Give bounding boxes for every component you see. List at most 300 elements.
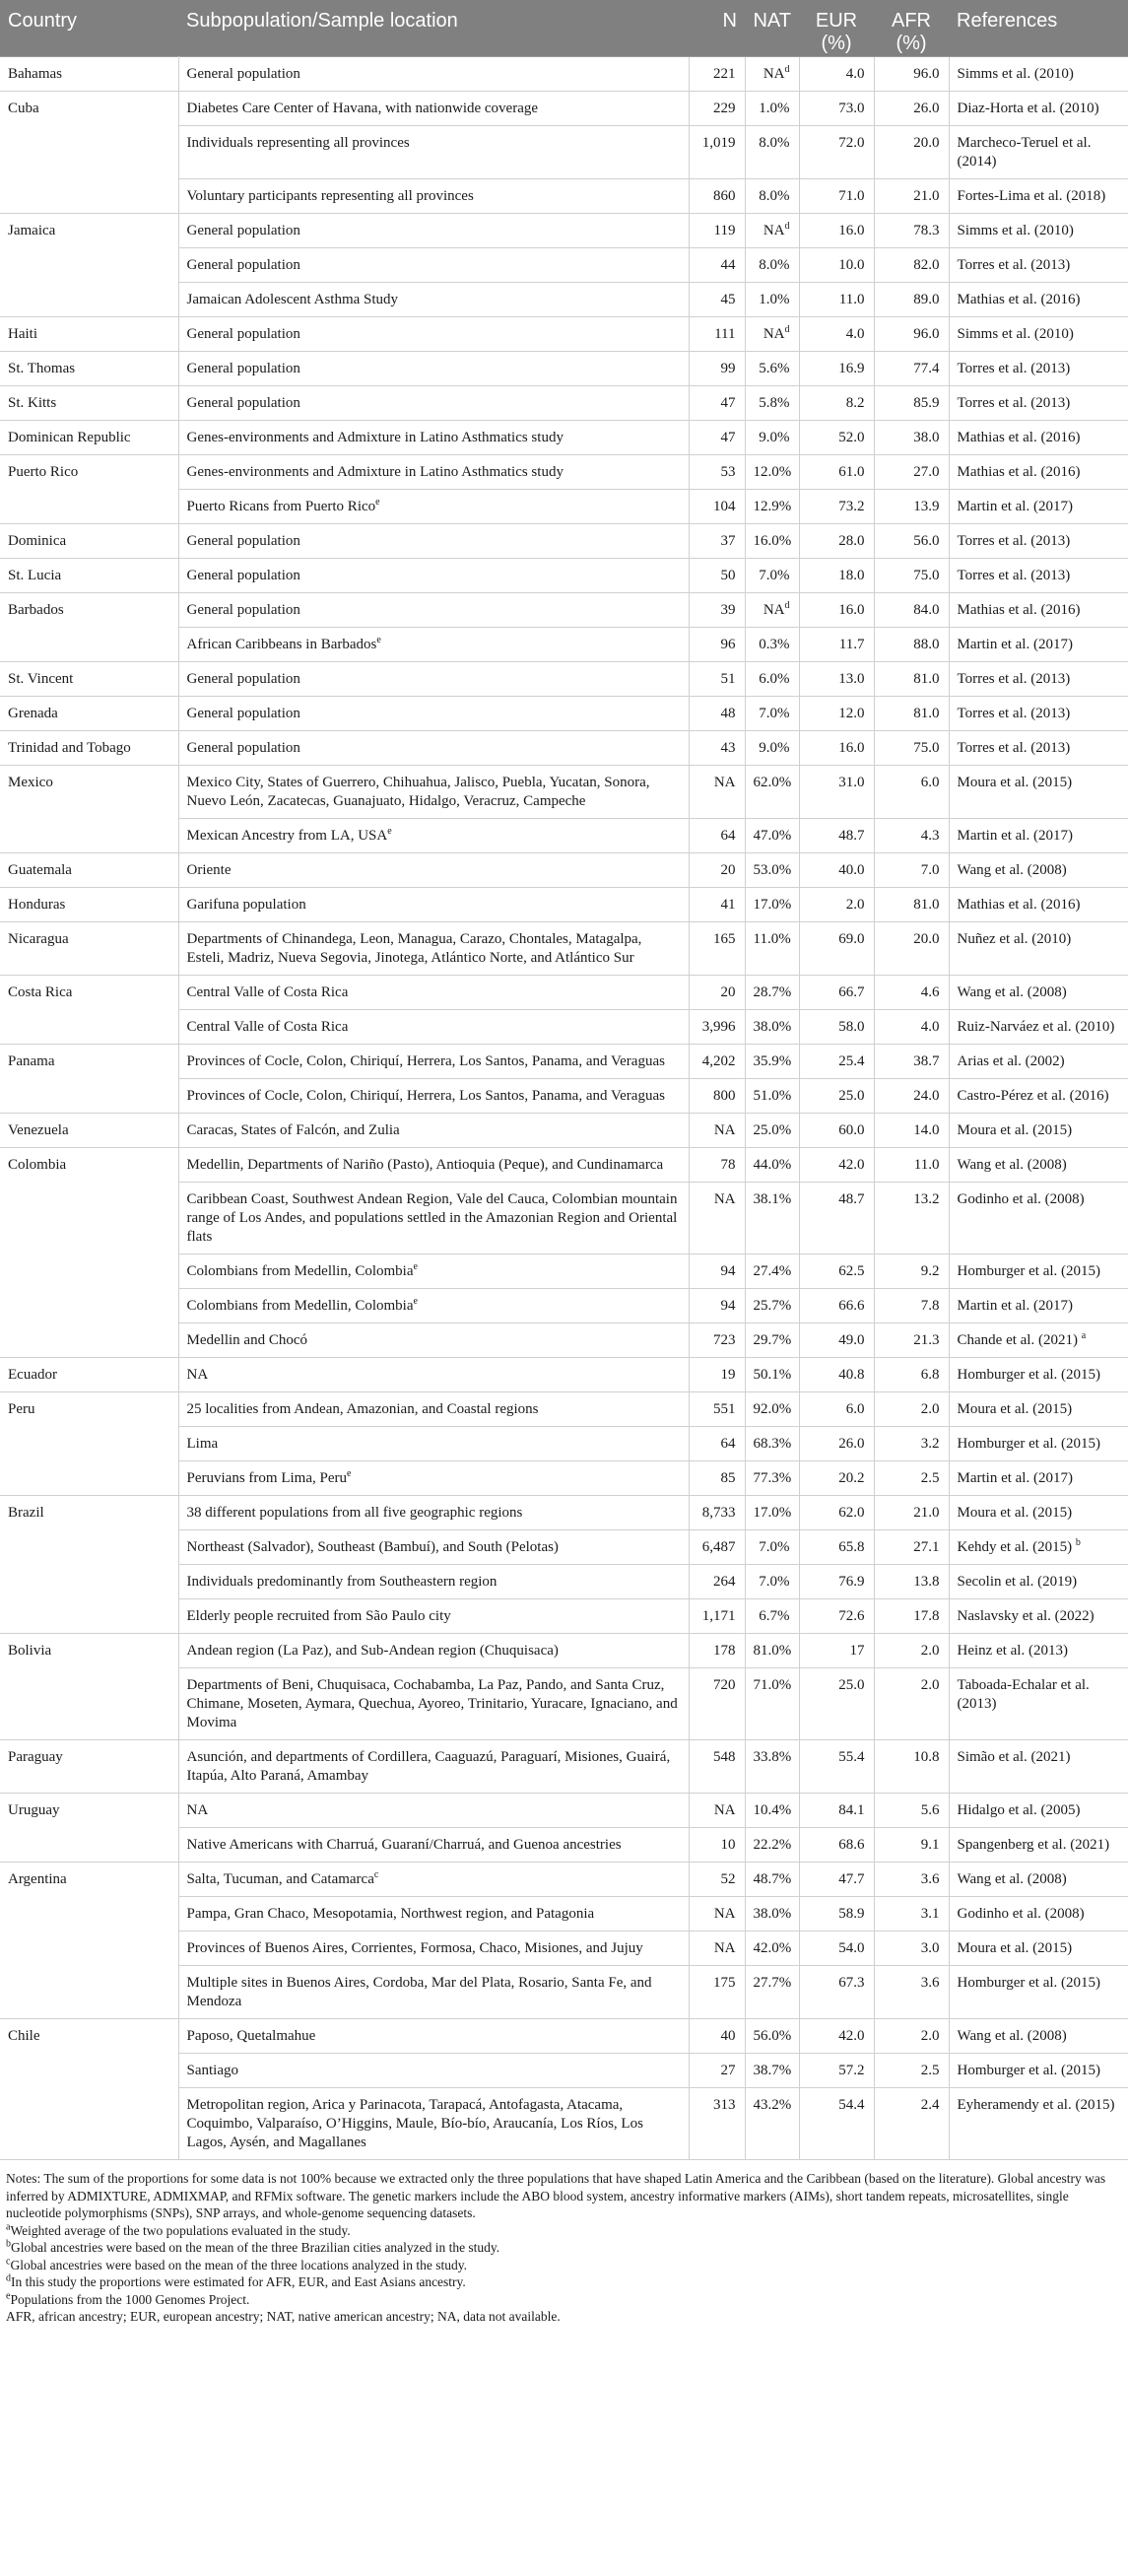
reference-cell xyxy=(949,2054,1128,2088)
afr-cell: 7.0 xyxy=(874,853,949,888)
subpopulation-text: Andean region (La Paz), and Sub-Andean region (Chuquisaca) xyxy=(186,1643,559,1659)
nat-value: 12.0% xyxy=(753,464,792,480)
country-cell: Honduras xyxy=(0,888,178,922)
eur-cell: 26.0 xyxy=(799,1427,874,1461)
reference-cell xyxy=(949,888,1128,922)
reference-cell xyxy=(949,248,1128,283)
afr-cell: 7.8 xyxy=(874,1289,949,1323)
nat-value: 17.0% xyxy=(753,897,792,913)
reference-cell xyxy=(949,1045,1128,1079)
country-cell: Dominica xyxy=(0,524,178,559)
subpopulation-cell xyxy=(178,1966,689,2019)
nat-cell xyxy=(745,57,799,92)
afr-cell: 13.2 xyxy=(874,1183,949,1254)
subpopulation-cell xyxy=(178,1323,689,1358)
table-row xyxy=(0,922,1128,976)
reference-text: Wang et al. (2008) xyxy=(957,1871,1067,1887)
subpopulation-text: General population xyxy=(186,326,300,342)
reference-text: Torres et al. (2013) xyxy=(957,395,1071,411)
afr-cell: 2.0 xyxy=(874,1634,949,1668)
nat-value: 6.7% xyxy=(759,1608,790,1624)
reference-cell xyxy=(949,1599,1128,1634)
eur-cell: 16.9 xyxy=(799,352,874,386)
afr-cell: 4.6 xyxy=(874,976,949,1010)
table-row xyxy=(0,1358,1128,1392)
reference-cell xyxy=(949,1932,1128,1966)
afr-cell: 75.0 xyxy=(874,731,949,766)
reference-cell xyxy=(949,1392,1128,1427)
reference-cell xyxy=(949,1634,1128,1668)
nat-cell xyxy=(745,455,799,490)
reference-text: Mathias et al. (2016) xyxy=(957,292,1081,307)
eur-cell: 84.1 xyxy=(799,1794,874,1828)
subpopulation-text: Caribbean Coast, Southwest Andean Region, Vale del Cauca, Colombian mountain range of Los Andes, and populations settled in the Amazonian Region and Oriental flats xyxy=(186,1191,678,1245)
subpopulation-cell xyxy=(178,1045,689,1079)
reference-cell xyxy=(949,2088,1128,2160)
subpopulation-text: General population xyxy=(186,706,300,721)
country-cell: Panama xyxy=(0,1045,178,1114)
subpopulation-cell xyxy=(178,1863,689,1897)
note-line xyxy=(6,2291,1120,2309)
reference-cell xyxy=(949,853,1128,888)
nat-cell xyxy=(745,1634,799,1668)
afr-cell: 96.0 xyxy=(874,57,949,92)
n-cell: 96 xyxy=(689,628,745,662)
note-text: Weighted average of the two populations evaluated in the study. xyxy=(10,2222,351,2238)
table-body xyxy=(0,57,1128,2160)
eur-cell: 54.0 xyxy=(799,1932,874,1966)
reference-text: Torres et al. (2013) xyxy=(957,361,1071,376)
afr-cell: 82.0 xyxy=(874,248,949,283)
subpopulation-text: Individuals predominantly from Southeastern region xyxy=(186,1574,498,1590)
table-row xyxy=(0,559,1128,593)
n-cell: 119 xyxy=(689,214,745,248)
eur-cell: 12.0 xyxy=(799,697,874,731)
nat-cell xyxy=(745,888,799,922)
reference-text: Nuñez et al. (2010) xyxy=(957,931,1072,947)
subpopulation-cell xyxy=(178,1897,689,1932)
afr-cell: 78.3 xyxy=(874,214,949,248)
country-cell: Uruguay xyxy=(0,1794,178,1863)
eur-cell: 42.0 xyxy=(799,1148,874,1183)
afr-cell: 13.8 xyxy=(874,1565,949,1599)
reference-cell xyxy=(949,386,1128,421)
reference-text: Simms et al. (2010) xyxy=(957,66,1074,82)
subpopulation-cell xyxy=(178,248,689,283)
note-marker: b xyxy=(6,2238,11,2250)
reference-text: Kehdy et al. (2015) xyxy=(957,1539,1073,1555)
n-cell: 720 xyxy=(689,1668,745,1740)
n-cell: 229 xyxy=(689,92,745,126)
subpopulation-text: Voluntary participants representing all provinces xyxy=(186,188,474,204)
subpopulation-cell xyxy=(178,386,689,421)
n-cell: 94 xyxy=(689,1254,745,1289)
table-row xyxy=(0,421,1128,455)
note-line xyxy=(6,2222,1120,2240)
footnote-marker: d xyxy=(784,324,790,335)
eur-cell: 68.6 xyxy=(799,1828,874,1863)
subpopulation-text: Puerto Ricans from Puerto Rico xyxy=(186,499,376,514)
reference-text: Diaz-Horta et al. (2010) xyxy=(957,101,1099,116)
afr-cell: 21.0 xyxy=(874,1496,949,1530)
nat-cell xyxy=(745,1323,799,1358)
subpopulation-text: Caracas, States of Falcón, and Zulia xyxy=(186,1122,400,1138)
subpopulation-cell xyxy=(178,352,689,386)
reference-cell xyxy=(949,662,1128,697)
eur-cell: 20.2 xyxy=(799,1461,874,1496)
n-cell: NA xyxy=(689,766,745,819)
eur-cell: 58.9 xyxy=(799,1897,874,1932)
n-cell: 40 xyxy=(689,2019,745,2054)
reference-text: Moura et al. (2015) xyxy=(957,1401,1073,1417)
subpopulation-text: Provinces of Cocle, Colon, Chiriquí, Herrera, Los Santos, Panama, and Veraguas xyxy=(186,1088,665,1104)
subpopulation-text: Asunción, and departments of Cordillera, Caaguazú, Paraguarí, Misiones, Guairá, Itapúa, Alto Paraná, Amambay xyxy=(186,1749,671,1784)
subpopulation-text: Mexican Ancestry from LA, USA xyxy=(186,828,388,844)
table-header xyxy=(0,0,1128,57)
table-row xyxy=(0,2019,1128,2054)
nat-cell xyxy=(745,92,799,126)
table-row xyxy=(0,662,1128,697)
reference-text: Mathias et al. (2016) xyxy=(957,897,1081,913)
subpopulation-cell xyxy=(178,1289,689,1323)
reference-text: Naslavsky et al. (2022) xyxy=(957,1608,1095,1624)
subpopulation-text: General population xyxy=(186,533,300,549)
table-row xyxy=(0,317,1128,352)
table-row xyxy=(0,731,1128,766)
subpopulation-cell xyxy=(178,421,689,455)
note-marker: c xyxy=(6,2256,11,2267)
country-cell: Bolivia xyxy=(0,1634,178,1740)
country-cell: Ecuador xyxy=(0,1358,178,1392)
n-cell: 1,019 xyxy=(689,126,745,179)
subpopulation-cell xyxy=(178,2019,689,2054)
subpopulation-text: Native Americans with Charruá, Guaraní/Charruá, and Guenoa ancestries xyxy=(186,1837,622,1853)
country-cell: St. Thomas xyxy=(0,352,178,386)
nat-cell xyxy=(745,317,799,352)
nat-cell xyxy=(745,2088,799,2160)
eur-cell: 40.8 xyxy=(799,1358,874,1392)
header-subpopulation: Subpopulation/Sample location xyxy=(178,0,689,57)
subpopulation-cell xyxy=(178,1114,689,1148)
reference-cell xyxy=(949,731,1128,766)
nat-value: 81.0% xyxy=(753,1643,792,1659)
n-cell: 860 xyxy=(689,179,745,214)
subpopulation-cell xyxy=(178,888,689,922)
nat-value: 56.0% xyxy=(753,2028,792,2044)
footnote-marker: e xyxy=(375,497,380,508)
subpopulation-cell xyxy=(178,57,689,92)
reference-cell xyxy=(949,1966,1128,2019)
country-cell: Nicaragua xyxy=(0,922,178,976)
eur-cell: 10.0 xyxy=(799,248,874,283)
subpopulation-cell xyxy=(178,922,689,976)
note-line xyxy=(6,2239,1120,2257)
n-cell: NA xyxy=(689,1932,745,1966)
subpopulation-text: Medellin and Chocó xyxy=(186,1332,307,1348)
reference-cell xyxy=(949,1461,1128,1496)
table-row xyxy=(0,524,1128,559)
n-cell: NA xyxy=(689,1794,745,1828)
nat-cell xyxy=(745,1530,799,1565)
nat-value: 9.0% xyxy=(759,740,790,756)
subpopulation-cell xyxy=(178,593,689,628)
reference-text: Homburger et al. (2015) xyxy=(957,1367,1101,1383)
nat-value: 0.3% xyxy=(759,637,790,652)
nat-cell xyxy=(745,1794,799,1828)
n-cell: 64 xyxy=(689,819,745,853)
n-cell: 20 xyxy=(689,976,745,1010)
reference-text: Moura et al. (2015) xyxy=(957,775,1073,790)
nat-value: 35.9% xyxy=(753,1053,792,1069)
subpopulation-text: Provinces of Buenos Aires, Corrientes, Formosa, Chaco, Misiones, and Jujuy xyxy=(186,1940,643,1956)
reference-text: Martin et al. (2017) xyxy=(957,499,1073,514)
nat-cell xyxy=(745,731,799,766)
subpopulation-text: Medellin, Departments of Nariño (Pasto), Antioquia (Peque), and Cundinamarca xyxy=(186,1157,664,1173)
afr-cell: 2.0 xyxy=(874,2019,949,2054)
subpopulation-cell xyxy=(178,1794,689,1828)
subpopulation-cell xyxy=(178,731,689,766)
afr-cell: 24.0 xyxy=(874,1079,949,1114)
afr-cell: 75.0 xyxy=(874,559,949,593)
nat-value: 47.0% xyxy=(753,828,792,844)
subpopulation-cell xyxy=(178,1530,689,1565)
nat-value: NA xyxy=(763,66,785,82)
subpopulation-text: Garifuna population xyxy=(186,897,306,913)
reference-text: Marcheco-Teruel et al. (2014) xyxy=(957,135,1092,169)
nat-cell xyxy=(745,1461,799,1496)
reference-cell xyxy=(949,214,1128,248)
nat-value: 38.7% xyxy=(753,2063,792,2078)
note-line xyxy=(6,2170,1120,2222)
nat-value: 12.9% xyxy=(753,499,792,514)
afr-cell: 2.5 xyxy=(874,2054,949,2088)
country-cell: Brazil xyxy=(0,1496,178,1634)
subpopulation-cell xyxy=(178,1148,689,1183)
eur-cell: 48.7 xyxy=(799,1183,874,1254)
reference-text: Homburger et al. (2015) xyxy=(957,1263,1101,1279)
country-cell: Argentina xyxy=(0,1863,178,2019)
n-cell: 165 xyxy=(689,922,745,976)
table-row xyxy=(0,1863,1128,1897)
country-cell: St. Vincent xyxy=(0,662,178,697)
subpopulation-text: Elderly people recruited from São Paulo city xyxy=(186,1608,451,1624)
nat-value: 22.2% xyxy=(753,1837,792,1853)
nat-value: 51.0% xyxy=(753,1088,792,1104)
n-cell: 47 xyxy=(689,421,745,455)
n-cell: 48 xyxy=(689,697,745,731)
reference-text: Wang et al. (2008) xyxy=(957,862,1067,878)
subpopulation-cell xyxy=(178,179,689,214)
reference-cell xyxy=(949,628,1128,662)
reference-cell xyxy=(949,819,1128,853)
subpopulation-text: General population xyxy=(186,257,300,273)
nat-cell xyxy=(745,819,799,853)
reference-text: Castro-Pérez et al. (2016) xyxy=(957,1088,1109,1104)
eur-cell: 25.4 xyxy=(799,1045,874,1079)
afr-cell: 4.0 xyxy=(874,1010,949,1045)
subpopulation-text: Individuals representing all provinces xyxy=(186,135,410,151)
n-cell: 221 xyxy=(689,57,745,92)
eur-cell: 49.0 xyxy=(799,1323,874,1358)
reference-cell xyxy=(949,922,1128,976)
eur-cell: 13.0 xyxy=(799,662,874,697)
table-row xyxy=(0,976,1128,1010)
table-row xyxy=(0,1496,1128,1530)
n-cell: 175 xyxy=(689,1966,745,2019)
n-cell: 52 xyxy=(689,1863,745,1897)
nat-cell xyxy=(745,490,799,524)
footnote-marker: d xyxy=(784,600,790,611)
nat-value: 8.0% xyxy=(759,257,790,273)
note-text: Global ancestries were based on the mean of the three locations analyzed in the study. xyxy=(10,2257,468,2272)
nat-value: 10.4% xyxy=(753,1802,792,1818)
reference-cell xyxy=(949,697,1128,731)
nat-cell xyxy=(745,1828,799,1863)
subpopulation-text: 25 localities from Andean, Amazonian, and Coastal regions xyxy=(186,1401,539,1417)
nat-cell xyxy=(745,2019,799,2054)
nat-cell xyxy=(745,1966,799,2019)
nat-cell xyxy=(745,853,799,888)
country-cell: Costa Rica xyxy=(0,976,178,1045)
nat-value: 33.8% xyxy=(753,1749,792,1765)
afr-cell: 38.7 xyxy=(874,1045,949,1079)
nat-cell xyxy=(745,662,799,697)
n-cell: 94 xyxy=(689,1289,745,1323)
reference-text: Martin et al. (2017) xyxy=(957,1298,1073,1314)
afr-cell: 5.6 xyxy=(874,1794,949,1828)
nat-cell xyxy=(745,1565,799,1599)
reference-text: Homburger et al. (2015) xyxy=(957,1436,1101,1452)
eur-cell: 31.0 xyxy=(799,766,874,819)
nat-cell xyxy=(745,283,799,317)
nat-value: 44.0% xyxy=(753,1157,792,1173)
reference-text: Martin et al. (2017) xyxy=(957,828,1073,844)
country-cell: Grenada xyxy=(0,697,178,731)
footnote-marker: d xyxy=(784,64,790,75)
afr-cell: 2.5 xyxy=(874,1461,949,1496)
n-cell: 111 xyxy=(689,317,745,352)
reference-text: Homburger et al. (2015) xyxy=(957,1975,1101,1991)
n-cell: 4,202 xyxy=(689,1045,745,1079)
reference-cell xyxy=(949,57,1128,92)
subpopulation-cell xyxy=(178,819,689,853)
subpopulation-text: Provinces of Cocle, Colon, Chiriquí, Herrera, Los Santos, Panama, and Veraguas xyxy=(186,1053,665,1069)
eur-cell: 4.0 xyxy=(799,57,874,92)
afr-cell: 96.0 xyxy=(874,317,949,352)
afr-cell: 38.0 xyxy=(874,421,949,455)
reference-text: Godinho et al. (2008) xyxy=(957,1906,1085,1922)
afr-cell: 13.9 xyxy=(874,490,949,524)
nat-value: NA xyxy=(763,326,785,342)
reference-cell xyxy=(949,1897,1128,1932)
nat-value: NA xyxy=(763,602,785,618)
afr-cell: 84.0 xyxy=(874,593,949,628)
table-row xyxy=(0,1634,1128,1668)
reference-text: Moura et al. (2015) xyxy=(957,1940,1073,1956)
nat-value: 27.4% xyxy=(753,1263,792,1279)
afr-cell: 88.0 xyxy=(874,628,949,662)
subpopulation-cell xyxy=(178,1932,689,1966)
nat-value: 6.0% xyxy=(759,671,790,687)
eur-cell: 42.0 xyxy=(799,2019,874,2054)
eur-cell: 8.2 xyxy=(799,386,874,421)
country-cell: Mexico xyxy=(0,766,178,853)
subpopulation-text: General population xyxy=(186,671,300,687)
eur-cell: 67.3 xyxy=(799,1966,874,2019)
reference-cell xyxy=(949,1358,1128,1392)
nat-value: 38.0% xyxy=(753,1019,792,1035)
note-text: Notes: The sum of the proportions for some data is not 100% because we extracted only the three populations that have shaped Latin America and the Caribbean (based on the literature). Global ancestry was inferred by ADMIXTURE, ADMIXMAP, and RFMix software. The genetic markers include the ABO blood system, ancestry informative markers (AIMs), short tandem repeats, microsatellites, single nucleotide polymorphisms (SNPs), SNP arrays, and whole-genome sequencing datasets. xyxy=(6,2171,1106,2220)
note-marker: d xyxy=(6,2272,11,2284)
n-cell: 1,171 xyxy=(689,1599,745,1634)
table-row xyxy=(0,455,1128,490)
eur-cell: 66.7 xyxy=(799,976,874,1010)
reference-cell xyxy=(949,1427,1128,1461)
country-cell: Barbados xyxy=(0,593,178,662)
nat-cell xyxy=(745,1599,799,1634)
subpopulation-text: Multiple sites in Buenos Aires, Cordoba, Mar del Plata, Rosario, Santa Fe, and Mendoza xyxy=(186,1975,652,2009)
nat-value: 1.0% xyxy=(759,101,790,116)
nat-value: 8.0% xyxy=(759,135,790,151)
nat-cell xyxy=(745,1183,799,1254)
reference-cell xyxy=(949,421,1128,455)
reference-text: Wang et al. (2008) xyxy=(957,984,1067,1000)
nat-value: 92.0% xyxy=(753,1401,792,1417)
n-cell: 64 xyxy=(689,1427,745,1461)
nat-cell xyxy=(745,1932,799,1966)
reference-text: Torres et al. (2013) xyxy=(957,740,1071,756)
footnote-marker: a xyxy=(1081,1330,1087,1341)
nat-value: 1.0% xyxy=(759,292,790,307)
afr-cell: 2.0 xyxy=(874,1668,949,1740)
reference-text: Eyheramendy et al. (2015) xyxy=(957,2097,1115,2113)
subpopulation-text: Central Valle of Costa Rica xyxy=(186,984,349,1000)
n-cell: 27 xyxy=(689,2054,745,2088)
eur-cell: 61.0 xyxy=(799,455,874,490)
n-cell: 264 xyxy=(689,1565,745,1599)
nat-value: 77.3% xyxy=(753,1470,792,1486)
nat-value: 16.0% xyxy=(753,533,792,549)
eur-cell: 40.0 xyxy=(799,853,874,888)
subpopulation-cell xyxy=(178,1358,689,1392)
country-cell: Colombia xyxy=(0,1148,178,1358)
reference-cell xyxy=(949,283,1128,317)
eur-cell: 11.0 xyxy=(799,283,874,317)
reference-cell xyxy=(949,559,1128,593)
subpopulation-text: General population xyxy=(186,361,300,376)
table-row xyxy=(0,593,1128,628)
eur-cell: 57.2 xyxy=(799,2054,874,2088)
reference-text: Spangenberg et al. (2021) xyxy=(957,1837,1110,1853)
reference-cell xyxy=(949,317,1128,352)
subpopulation-cell xyxy=(178,283,689,317)
n-cell: 104 xyxy=(689,490,745,524)
subpopulation-text: Jamaican Adolescent Asthma Study xyxy=(186,292,399,307)
eur-cell: 62.5 xyxy=(799,1254,874,1289)
nat-cell xyxy=(745,179,799,214)
note-line xyxy=(6,2273,1120,2291)
subpopulation-text: NA xyxy=(186,1802,209,1818)
afr-cell: 17.8 xyxy=(874,1599,949,1634)
reference-cell xyxy=(949,92,1128,126)
country-cell: St. Lucia xyxy=(0,559,178,593)
subpopulation-text: Departments of Chinandega, Leon, Managua, Carazo, Chontales, Matagalpa, Esteli, Madriz, Nueva Segovia, Jinotega, Atlántico Norte, and Atlántico Sur xyxy=(186,931,642,966)
subpopulation-text: Paposo, Quetalmahue xyxy=(186,2028,316,2044)
reference-text: Simms et al. (2010) xyxy=(957,223,1074,238)
reference-cell xyxy=(949,1323,1128,1358)
subpopulation-text: General population xyxy=(186,602,300,618)
header-country: Country xyxy=(0,0,178,57)
